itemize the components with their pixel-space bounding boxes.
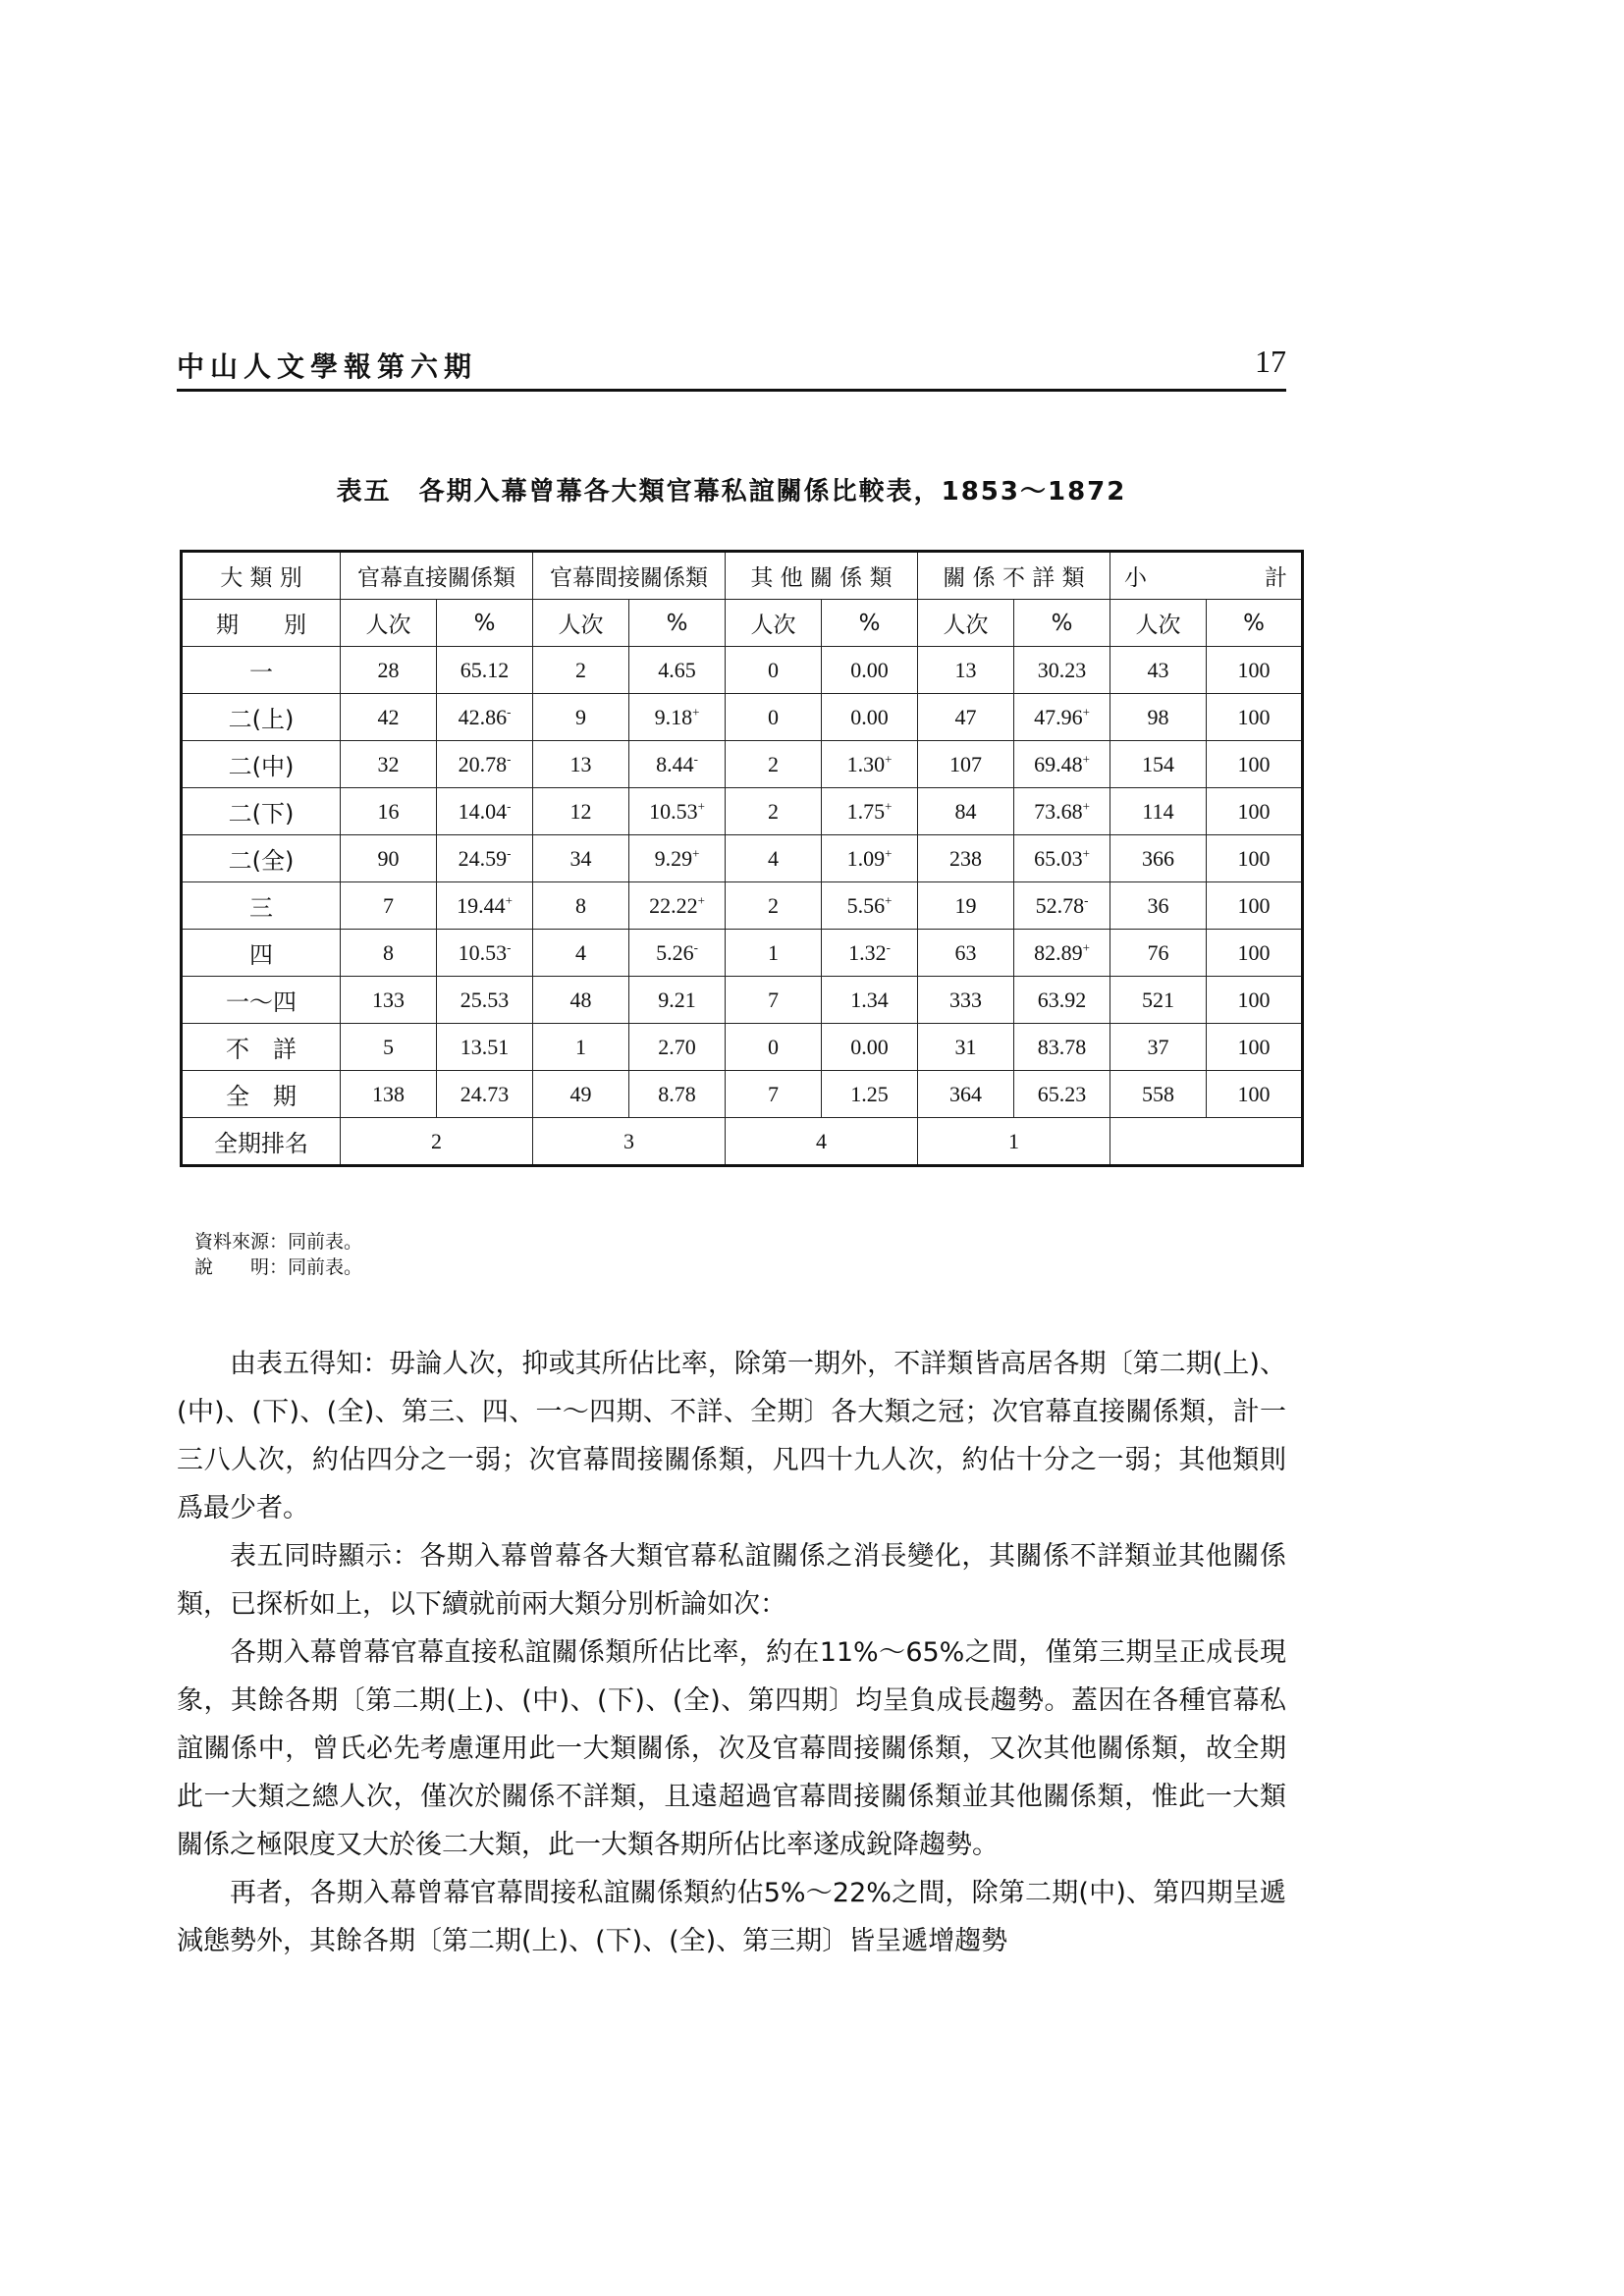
cell-sign-marker: -: [507, 939, 512, 955]
cell-value: 100: [1237, 1081, 1271, 1106]
percent-cell: [437, 741, 533, 788]
cell-sign-marker: +: [1082, 845, 1090, 861]
percent-cell: [1014, 741, 1110, 788]
count-cell: [918, 647, 1014, 694]
category-unknown: 關 係 不 詳 類: [918, 552, 1110, 600]
count-cell: [1110, 694, 1207, 741]
cell-sign-marker: -: [507, 704, 512, 720]
cell-value: 42.86: [458, 704, 508, 729]
paragraph: 由表五得知：毋論人次，抑或其所佔比率，除第一期外，不詳類皆高居各期〔第二期(上)、(中)、(下)、(全)、第三、四、一～四期、不詳、全期〕各大類之冠；次官幕直接關係類，計一三八人次，約佔四分之一弱；次官幕間接關係類，凡四十九人次，約佔十分之一弱；其他類則爲最少者。: [177, 1349, 1286, 1523]
percent-cell: [822, 835, 918, 882]
cell-value: 69.48: [1034, 751, 1083, 776]
cell-value: 1.30: [846, 751, 886, 776]
percent-cell: [629, 1024, 726, 1071]
percent-cell: [822, 694, 918, 741]
percent-cell: [437, 977, 533, 1024]
count-header: 人次: [533, 600, 629, 647]
ranking-cell: 3: [533, 1118, 726, 1166]
cell-value: 100: [1237, 1034, 1271, 1059]
cell-value: 4: [768, 845, 779, 871]
count-header: 人次: [726, 600, 822, 647]
percent-cell: [1014, 694, 1110, 741]
comparison-table: [180, 550, 1304, 1167]
count-cell: [918, 694, 1014, 741]
percent-cell: [822, 647, 918, 694]
subtotal-left-char: 小: [1124, 565, 1147, 591]
percent-cell: [629, 694, 726, 741]
count-cell: [341, 741, 437, 788]
percent-cell: [1014, 1071, 1110, 1118]
cell-sign-marker: -: [886, 939, 891, 955]
cell-value: 65.12: [460, 657, 510, 682]
percent-cell: [437, 882, 533, 930]
period-label: 期 別: [182, 600, 341, 647]
table-row: [182, 835, 1303, 882]
cell-value: 34: [569, 845, 592, 871]
cell-value: 24.59: [458, 845, 508, 871]
count-cell: [726, 694, 822, 741]
count-cell: [918, 741, 1014, 788]
period-cell: 全 期: [182, 1071, 341, 1118]
count-cell: [726, 647, 822, 694]
cell-value: 7: [768, 987, 779, 1012]
percent-cell: [1014, 1024, 1110, 1071]
percent-cell: [1207, 647, 1303, 694]
period-cell: 二(全): [182, 835, 341, 882]
cell-value: 19.44: [457, 892, 506, 918]
count-cell: [533, 788, 629, 835]
cell-value: 10.53: [458, 939, 508, 965]
count-header: 人次: [341, 600, 437, 647]
percent-header: %: [1014, 600, 1110, 647]
cell-sign-marker: +: [692, 845, 700, 861]
percent-cell: [437, 835, 533, 882]
cell-sign-marker: +: [1082, 751, 1090, 767]
percent-cell: [1014, 882, 1110, 930]
count-cell: [918, 788, 1014, 835]
percent-cell: [1207, 835, 1303, 882]
cell-value: 558: [1142, 1081, 1174, 1106]
sub-header-row: [182, 600, 1303, 647]
cell-sign-marker: +: [1082, 798, 1090, 814]
count-cell: [341, 977, 437, 1024]
cell-value: 5.56: [846, 892, 886, 918]
cell-value: 14.04: [458, 798, 508, 824]
cell-value: 2: [575, 657, 586, 682]
period-cell: 三: [182, 882, 341, 930]
cell-value: 12: [569, 798, 592, 824]
table-row: [182, 741, 1303, 788]
cell-value: 0: [768, 657, 779, 682]
cell-value: 100: [1237, 845, 1271, 871]
ranking-row: [182, 1118, 1303, 1166]
cell-value: 7: [768, 1081, 779, 1106]
category-direct: 官幕直接關係類: [341, 552, 533, 600]
period-cell: 一: [182, 647, 341, 694]
cell-value: 30.23: [1037, 657, 1087, 682]
percent-cell: [822, 882, 918, 930]
cell-value: 36: [1147, 892, 1169, 918]
count-cell: [533, 741, 629, 788]
percent-cell: [822, 977, 918, 1024]
period-cell: 二(上): [182, 694, 341, 741]
cell-value: 22.22: [649, 892, 698, 918]
cell-value: 32: [377, 751, 400, 776]
count-header: 人次: [1110, 600, 1207, 647]
cell-value: 63: [954, 939, 977, 965]
count-cell: [1110, 788, 1207, 835]
cell-sign-marker: +: [697, 798, 705, 814]
cell-value: 2: [768, 751, 779, 776]
count-header: 人次: [918, 600, 1014, 647]
table-title: 表五 各期入幕曾幕各大類官幕私誼關係比較表，1853～1872: [336, 477, 1127, 507]
percent-cell: [629, 647, 726, 694]
cell-value: 13.51: [460, 1034, 510, 1059]
cell-value: 20.78: [458, 751, 508, 776]
cell-value: 0.00: [850, 704, 889, 729]
period-cell: 四: [182, 930, 341, 977]
cell-value: 100: [1237, 939, 1271, 965]
percent-cell: [437, 694, 533, 741]
percent-cell: [629, 1071, 726, 1118]
cell-value: 1: [575, 1034, 586, 1059]
page-number: 17: [1255, 344, 1286, 379]
percent-cell: [1207, 882, 1303, 930]
cell-sign-marker: -: [693, 751, 698, 767]
count-cell: [726, 741, 822, 788]
count-cell: [1110, 647, 1207, 694]
category-other: 其 他 關 係 類: [726, 552, 918, 600]
percent-cell: [822, 930, 918, 977]
count-cell: [726, 1024, 822, 1071]
subtotal-right-char: 計: [1265, 565, 1287, 591]
table-row: [182, 1071, 1303, 1118]
cell-sign-marker: +: [505, 892, 513, 908]
cell-value: 1: [768, 939, 779, 965]
ranking-cell: 1: [918, 1118, 1110, 1166]
cell-value: 8.78: [658, 1081, 696, 1106]
period-cell: 一～四: [182, 977, 341, 1024]
cell-value: 63.92: [1037, 987, 1087, 1012]
percent-cell: [629, 930, 726, 977]
percent-cell: [1207, 741, 1303, 788]
cell-value: 100: [1237, 892, 1271, 918]
count-cell: [341, 647, 437, 694]
cell-value: 0.00: [850, 657, 889, 682]
cell-value: 366: [1142, 845, 1174, 871]
ranking-cell: 4: [726, 1118, 918, 1166]
percent-header: %: [1207, 600, 1303, 647]
cell-value: 9.21: [658, 987, 696, 1012]
percent-cell: [629, 977, 726, 1024]
table-notes: [194, 1229, 362, 1280]
percent-cell: [629, 788, 726, 835]
cell-sign-marker: +: [1082, 704, 1090, 720]
period-cell: 二(中): [182, 741, 341, 788]
cell-value: 1.32: [848, 939, 887, 965]
count-cell: [533, 647, 629, 694]
count-cell: [726, 930, 822, 977]
table-row: [182, 647, 1303, 694]
cell-value: 8: [383, 939, 394, 965]
percent-cell: [1014, 647, 1110, 694]
table-row: [182, 694, 1303, 741]
cell-value: 138: [372, 1081, 405, 1106]
percent-cell: [1207, 788, 1303, 835]
percent-cell: [1207, 1024, 1303, 1071]
cell-value: 8: [575, 892, 586, 918]
cell-sign-marker: -: [507, 845, 512, 861]
cell-value: 84: [954, 798, 977, 824]
cell-value: 2.70: [658, 1034, 696, 1059]
table-row: [182, 977, 1303, 1024]
cell-value: 65.23: [1037, 1081, 1087, 1106]
table-row: [182, 788, 1303, 835]
percent-header: %: [629, 600, 726, 647]
cell-value: 114: [1142, 798, 1174, 824]
explanation-note: 說 明：同前表。: [194, 1256, 363, 1278]
percent-cell: [437, 930, 533, 977]
percent-cell: [629, 882, 726, 930]
cell-sign-marker: +: [1082, 939, 1090, 955]
count-cell: [1110, 1024, 1207, 1071]
cell-value: 7: [383, 892, 394, 918]
percent-cell: [1207, 977, 1303, 1024]
count-cell: [341, 788, 437, 835]
cell-sign-marker: +: [692, 704, 700, 720]
cell-value: 52.78: [1035, 892, 1085, 918]
cell-value: 98: [1147, 704, 1169, 729]
cell-value: 13: [569, 751, 592, 776]
period-cell: 二(下): [182, 788, 341, 835]
cell-value: 107: [949, 751, 982, 776]
body-text: [177, 1340, 1286, 1965]
cell-sign-marker: +: [885, 845, 893, 861]
count-cell: [341, 835, 437, 882]
count-cell: [1110, 930, 1207, 977]
cell-value: 0.00: [850, 1034, 889, 1059]
count-cell: [341, 1024, 437, 1071]
count-cell: [918, 930, 1014, 977]
count-cell: [726, 1071, 822, 1118]
count-cell: [533, 694, 629, 741]
paragraph: 再者，各期入幕曾幕官幕間接私誼關係類約佔5%～22%之間，除第二期(中)、第四期呈遞減態勢外，其餘各期〔第二期(上)、(下)、(全)、第三期〕皆呈遞增趨勢: [177, 1878, 1286, 1956]
cell-value: 42: [377, 704, 400, 729]
count-cell: [533, 977, 629, 1024]
cell-value: 364: [949, 1081, 982, 1106]
count-cell: [341, 882, 437, 930]
ranking-cell: 2: [341, 1118, 533, 1166]
cell-value: 19: [954, 892, 977, 918]
count-cell: [341, 1071, 437, 1118]
percent-cell: [437, 788, 533, 835]
count-cell: [918, 1071, 1014, 1118]
cell-value: 9.29: [654, 845, 693, 871]
cell-value: 8.44: [656, 751, 694, 776]
cell-value: 82.89: [1034, 939, 1083, 965]
percent-cell: [629, 835, 726, 882]
cell-value: 521: [1142, 987, 1174, 1012]
percent-cell: [437, 647, 533, 694]
cell-value: 25.53: [460, 987, 510, 1012]
count-cell: [726, 977, 822, 1024]
journal-title: 中山人文學報第六期: [177, 350, 478, 383]
cell-value: 4: [575, 939, 586, 965]
cell-value: 1.34: [850, 987, 889, 1012]
cell-sign-marker: +: [885, 751, 893, 767]
count-cell: [1110, 1071, 1207, 1118]
count-cell: [726, 882, 822, 930]
cell-value: 83.78: [1037, 1034, 1087, 1059]
cell-value: 154: [1142, 751, 1174, 776]
paragraph: 表五同時顯示：各期入幕曾幕各大類官幕私誼關係之消長變化，其關係不詳類並其他關係類，已探析如上，以下續就前兩大類分別析論如次：: [177, 1541, 1286, 1620]
cell-value: 9.18: [654, 704, 693, 729]
cell-sign-marker: -: [507, 751, 512, 767]
cell-value: 28: [377, 657, 400, 682]
cell-value: 100: [1237, 798, 1271, 824]
cell-value: 76: [1147, 939, 1169, 965]
cell-value: 100: [1237, 987, 1271, 1012]
ranking-cell: [1110, 1118, 1303, 1166]
percent-cell: [1207, 1071, 1303, 1118]
count-cell: [918, 835, 1014, 882]
cell-value: 100: [1237, 751, 1271, 776]
cell-value: 2: [768, 798, 779, 824]
cell-sign-marker: -: [693, 939, 698, 955]
count-cell: [1110, 882, 1207, 930]
percent-cell: [822, 741, 918, 788]
cell-value: 49: [569, 1081, 592, 1106]
ranking-label: 全期排名: [182, 1118, 341, 1166]
count-cell: [533, 835, 629, 882]
percent-cell: [822, 1024, 918, 1071]
category-label: 大 類 別: [182, 552, 341, 600]
cell-sign-marker: +: [885, 892, 893, 908]
count-cell: [533, 882, 629, 930]
cell-value: 24.73: [460, 1081, 510, 1106]
count-cell: [1110, 835, 1207, 882]
table-row: [182, 882, 1303, 930]
cell-sign-marker: -: [1084, 892, 1089, 908]
count-cell: [341, 930, 437, 977]
cell-value: 133: [372, 987, 405, 1012]
count-cell: [726, 835, 822, 882]
count-cell: [918, 977, 1014, 1024]
cell-value: 4.65: [658, 657, 696, 682]
table-row: [182, 930, 1303, 977]
cell-sign-marker: +: [697, 892, 705, 908]
percent-header: %: [437, 600, 533, 647]
count-cell: [533, 930, 629, 977]
cell-value: 31: [954, 1034, 977, 1059]
cell-value: 1.25: [850, 1081, 889, 1106]
percent-cell: [822, 788, 918, 835]
count-cell: [533, 1024, 629, 1071]
count-cell: [918, 882, 1014, 930]
percent-cell: [1014, 930, 1110, 977]
percent-cell: [1207, 930, 1303, 977]
category-header-row: [182, 552, 1303, 600]
count-cell: [533, 1071, 629, 1118]
percent-cell: [1014, 788, 1110, 835]
cell-value: 1.09: [846, 845, 886, 871]
running-header: [177, 342, 1286, 392]
count-cell: [1110, 977, 1207, 1024]
cell-value: 43: [1147, 657, 1169, 682]
cell-value: 13: [954, 657, 977, 682]
count-cell: [918, 1024, 1014, 1071]
percent-header: %: [822, 600, 918, 647]
count-cell: [726, 788, 822, 835]
cell-value: 238: [949, 845, 982, 871]
table-row: [182, 1024, 1303, 1071]
cell-value: 47.96: [1034, 704, 1083, 729]
cell-value: 73.68: [1034, 798, 1083, 824]
cell-value: 5.26: [656, 939, 694, 965]
percent-cell: [1207, 694, 1303, 741]
percent-cell: [437, 1071, 533, 1118]
paragraph: 各期入幕曾幕官幕直接私誼關係類所佔比率，約在11%～65%之間，僅第三期呈正成長現象，其餘各期〔第二期(上)、(中)、(下)、(全)、第四期〕均呈負成長趨勢。蓋因在各種官幕私誼關係中，曾氏必先考慮運用此一大類關係，次及官幕間接關係類，又次其他關係類，故全期此一大類之總人次，僅次於關係不詳類，且遠超過官幕間接關係類並其他關係類，惟此一大類關係之極限度又大於後二大類，此一大類各期所佔比率遂成銳降趨勢。: [177, 1637, 1286, 1860]
category-subtotal: [1110, 552, 1303, 600]
percent-cell: [629, 741, 726, 788]
cell-value: 47: [954, 704, 977, 729]
cell-value: 16: [377, 798, 400, 824]
percent-cell: [822, 1071, 918, 1118]
cell-value: 65.03: [1034, 845, 1083, 871]
percent-cell: [1014, 977, 1110, 1024]
cell-value: 0: [768, 704, 779, 729]
cell-value: 1.75: [846, 798, 886, 824]
cell-value: 100: [1237, 704, 1271, 729]
cell-sign-marker: -: [507, 798, 512, 814]
count-cell: [341, 694, 437, 741]
cell-value: 90: [377, 845, 400, 871]
cell-value: 2: [768, 892, 779, 918]
cell-value: 48: [569, 987, 592, 1012]
count-cell: [1110, 741, 1207, 788]
source-note: 資料來源：同前表。: [194, 1231, 363, 1253]
cell-value: 5: [383, 1034, 394, 1059]
percent-cell: [1014, 835, 1110, 882]
cell-value: 0: [768, 1034, 779, 1059]
period-cell: 不 詳: [182, 1024, 341, 1071]
category-indirect: 官幕間接關係類: [533, 552, 726, 600]
cell-value: 100: [1237, 657, 1271, 682]
cell-value: 9: [575, 704, 586, 729]
cell-value: 333: [949, 987, 982, 1012]
cell-value: 10.53: [649, 798, 698, 824]
cell-sign-marker: +: [885, 798, 893, 814]
percent-cell: [437, 1024, 533, 1071]
cell-value: 37: [1147, 1034, 1169, 1059]
